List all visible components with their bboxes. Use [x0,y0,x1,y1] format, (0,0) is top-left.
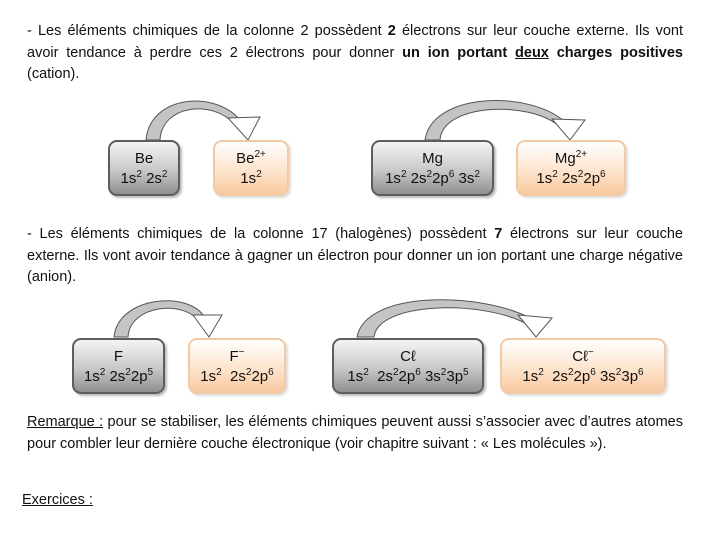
text-segment: électrons sur leur couche externe. Ils vont avoir tendance à gagner un électron pour donner un ion portant une charge négative (anion). [27,226,683,285]
paragraph-column-17 [27,224,683,289]
arrow-icon [146,101,260,140]
element-symbol: F− [229,347,245,365]
element-symbol: Mg [422,150,443,167]
text-segment: Remarque : [27,414,104,430]
text-segment: 2 [387,23,396,39]
text-segment: deux [515,44,549,61]
box-mg [371,140,494,196]
electron-configuration: $1s^2$ $2s^22p^6$ $3s^23p^6$ [522,367,644,385]
element-symbol: $Mg^{2+}$ [554,149,588,167]
electron-configuration: $1s^2$ $2s^22p^6$ [536,169,606,187]
arrow-icon [357,300,552,337]
electron-configuration: $1s^2$ $2s^22p^6$ [200,367,274,385]
text-segment: 7 [494,226,503,242]
text-segment: - Les éléments chimiques de la colonne 17 (halogènes) possèdent [27,226,495,242]
box-be-ion [213,140,289,196]
element-symbol: Cℓ− [572,347,594,365]
text-segment: - Les éléments chimiques de la colonne 2 possèdent [27,23,388,39]
text-segment: (cation). [27,66,80,82]
electron-configuration: $1s^2$ $2s^22p^6$ $3s^23p^5$ [347,367,469,385]
electron-configuration: $1s^2$ $2s^22p^6$ $3s^2$ [385,169,480,187]
box-cl [332,338,484,394]
text-segment: charges positives [548,44,683,61]
exercises-heading: Exercices : [22,492,93,508]
element-symbol: F [113,348,124,365]
arrow-icon [114,301,222,337]
box-f-ion [188,338,286,394]
remark-paragraph [27,412,683,455]
box-f [72,338,165,394]
text-segment: électrons sur leur couche externe. Ils vont avoir tendance à perdre ces 2 électrons pour donner [27,23,683,61]
box-mg-ion [516,140,626,196]
electron-configuration: $1s^2$ [240,169,262,187]
element-symbol: Be [134,150,154,167]
element-symbol: $Be^{2+}$ [236,149,266,167]
arrow-icon [425,101,585,140]
box-cl-ion [500,338,666,394]
box-be [108,140,180,196]
element-symbol: Cℓ [400,348,416,365]
text-segment: pour se stabiliser, les éléments chimiques peuvent aussi s’associer avec d’autres atomes pour combler leur dernière couche électronique (voir chapitre suivant : « Les molécules »). [27,414,683,452]
electron-configuration: $1s^2$ $2s^2$ [120,169,168,187]
electron-configuration: $1s^2$ $2s^22p^5$ [83,367,154,385]
text-segment: un ion portant [402,44,516,61]
